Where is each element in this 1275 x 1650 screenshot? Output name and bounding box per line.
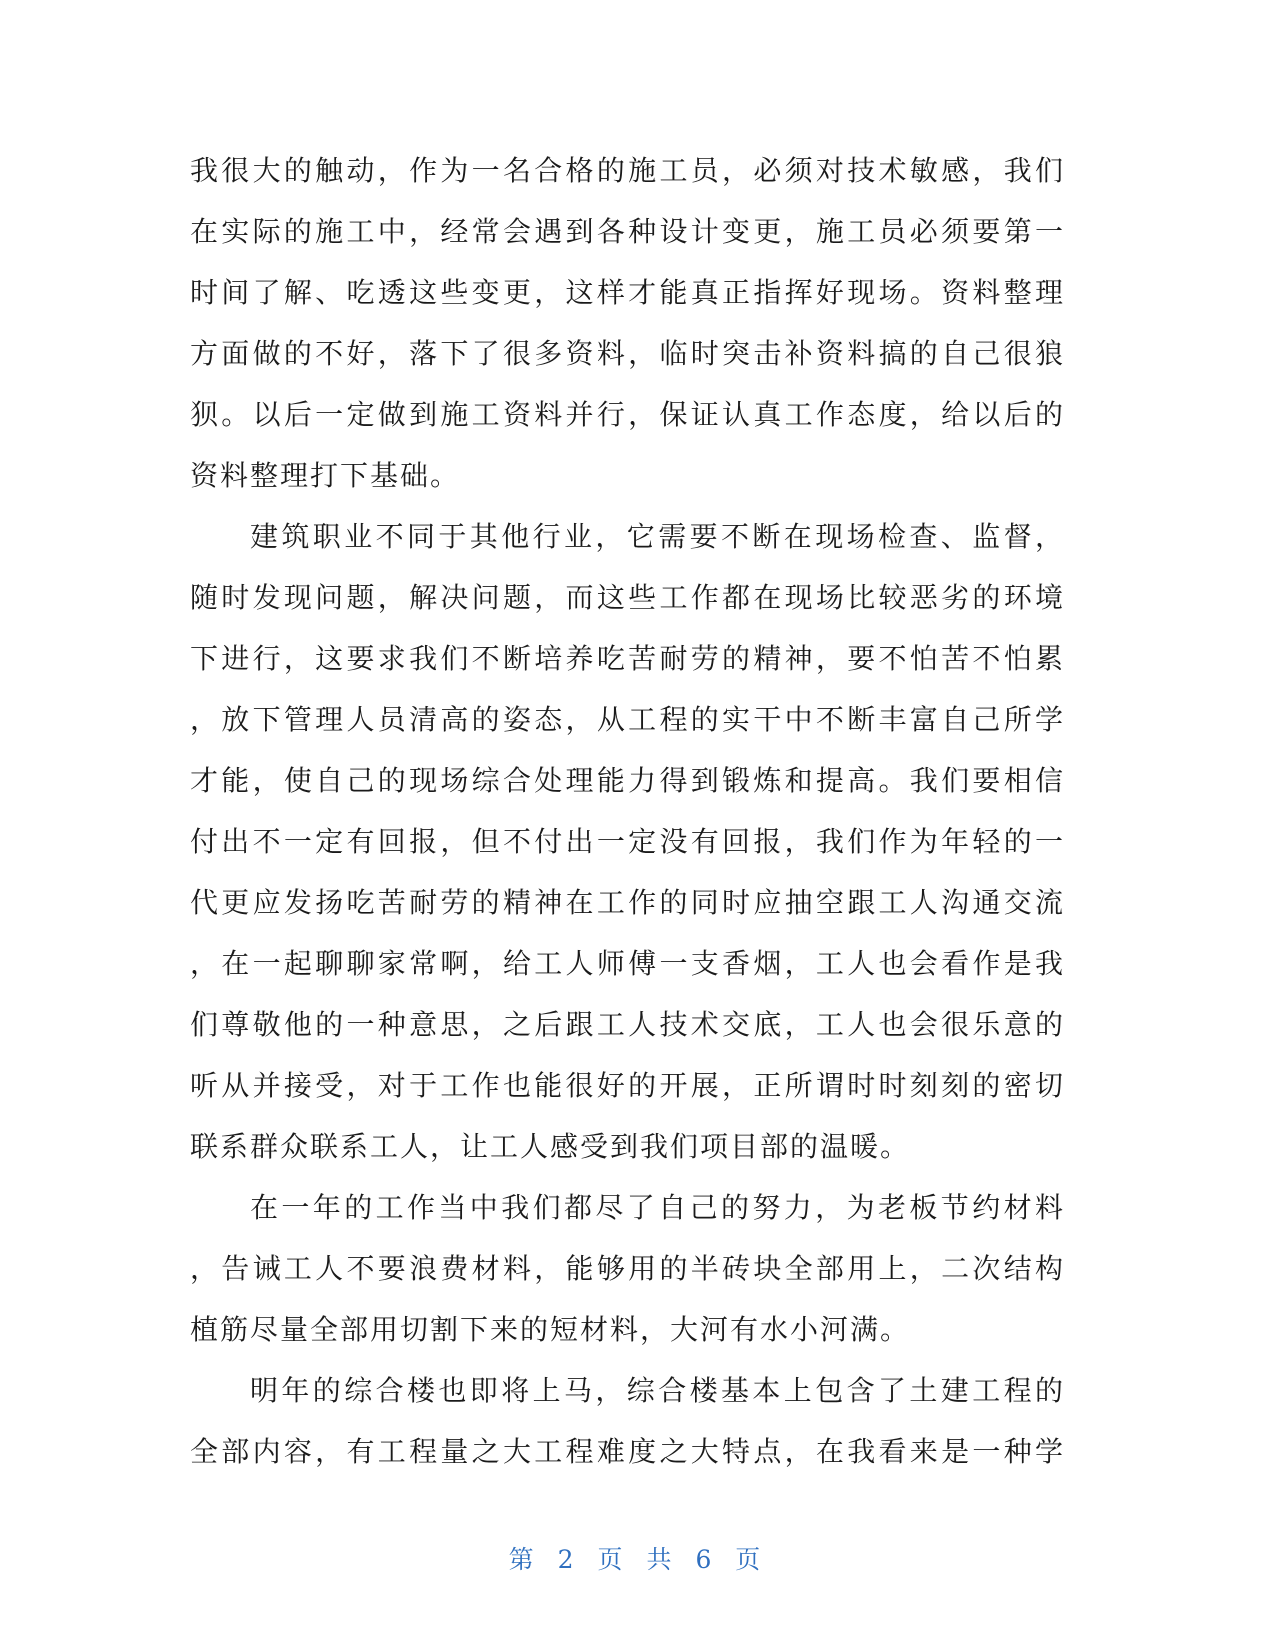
paragraph-4 [190,1360,1065,1482]
text-line: 听从并接受，对于工作也能很好的开展，正所谓时时刻刻的密切 [190,1069,1065,1102]
footer-prefix: 第 [508,1545,540,1574]
page-number-footer [0,1540,1275,1576]
footer-page-word: 页 [597,1545,629,1574]
paragraph-1 [190,140,1065,506]
text-line: 下进行，这要求我们不断培养吃苦耐劳的精神，要不怕苦不怕累 [190,642,1065,675]
text-line: 建筑职业不同于其他行业，它需要不断在现场检查、监督， [250,520,1065,553]
text-line: ，告诫工人不要浪费材料，能够用的半砖块全部用上，二次结构 [190,1252,1065,1285]
paragraph-3 [190,1177,1065,1360]
text-line: ，放下管理人员清高的姿态，从工程的实干中不断丰富自己所学 [190,703,1065,736]
text-line: 代更应发扬吃苦耐劳的精神在工作的同时应抽空跟工人沟通交流 [190,886,1065,919]
text-line: 们尊敬他的一种意思，之后跟工人技术交底，工人也会很乐意的 [190,1008,1065,1041]
footer-current-page: 2 [557,1545,580,1574]
footer-total-word: 共 [646,1545,678,1574]
text-line: 才能，使自己的现场综合处理能力得到锻炼和提高。我们要相信 [190,764,1065,797]
footer-suffix: 页 [735,1545,767,1574]
text-line: 联系群众联系工人，让工人感受到我们项目部的温暖。 [190,1130,911,1163]
text-line: 付出不一定有回报，但不付出一定没有回报，我们作为年轻的一 [190,825,1065,858]
text-line: 方面做的不好，落下了很多资料，临时突击补资料搞的自己很狼 [190,337,1065,370]
text-line: 植筋尽量全部用切割下来的短材料，大河有水小河满。 [190,1313,911,1346]
text-line: 狈。以后一定做到施工资料并行，保证认真工作态度，给以后的 [190,398,1065,431]
paragraph-2 [190,506,1065,1177]
text-line: 在一年的工作当中我们都尽了自己的努力，为老板节约材料 [250,1191,1065,1224]
text-line: 时间了解、吃透这些变更，这样才能真正指挥好现场。资料整理 [190,276,1065,309]
text-line: 全部内容，有工程量之大工程难度之大特点，在我看来是一种学 [190,1435,1065,1468]
text-line: 资料整理打下基础。 [190,459,461,492]
text-line: ，在一起聊聊家常啊，给工人师傅一支香烟，工人也会看作是我 [190,947,1065,980]
text-line: 在实际的施工中，经常会遇到各种设计变更，施工员必须要第一 [190,215,1065,248]
document-body [190,140,1065,1482]
text-line: 明年的综合楼也即将上马，综合楼基本上包含了土建工程的 [250,1374,1065,1407]
text-line: 我很大的触动，作为一名合格的施工员，必须对技术敏感，我们 [190,154,1065,187]
text-line: 随时发现问题，解决问题，而这些工作都在现场比较恶劣的环境 [190,581,1065,614]
footer-total-pages: 6 [695,1545,718,1574]
